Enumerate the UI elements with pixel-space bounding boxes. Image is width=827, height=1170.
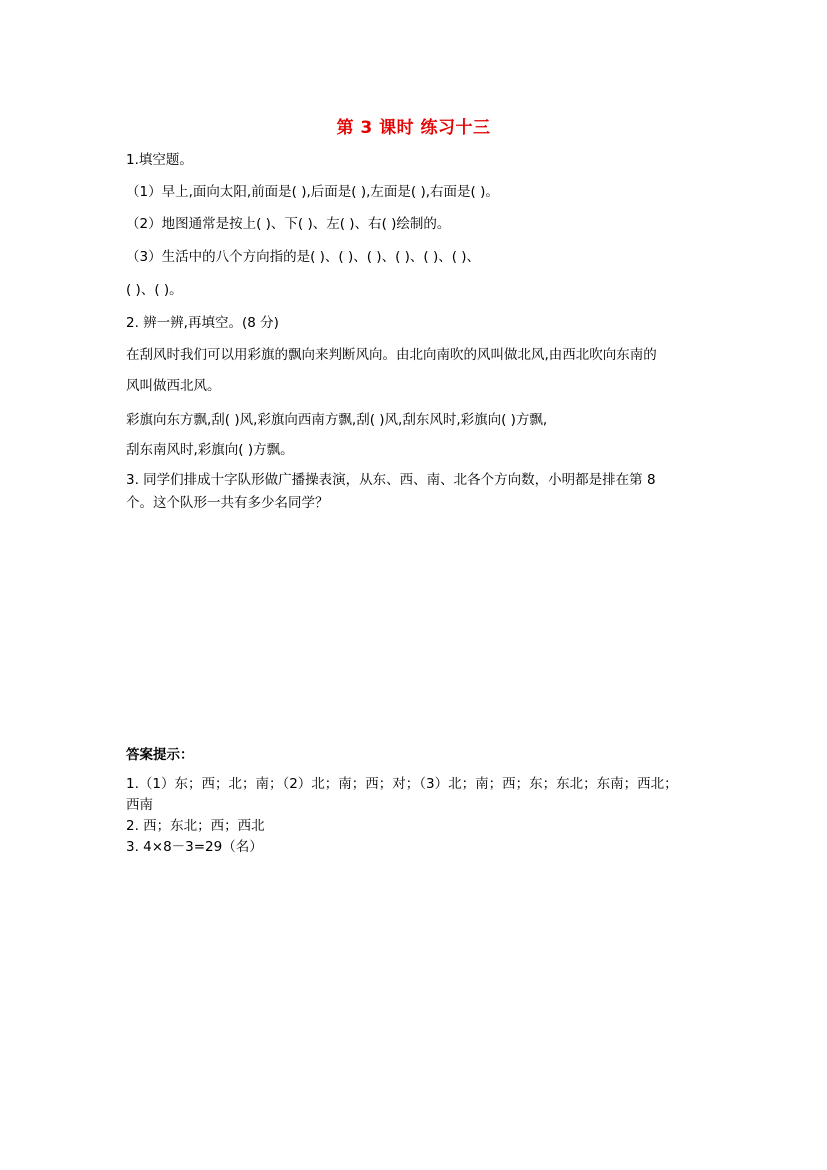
answers-heading: 答案提示： bbox=[126, 747, 194, 763]
answer-1-line2: 西南 bbox=[126, 797, 153, 813]
q2-heading: 2. 辨一辨,再填空。(8 分) bbox=[126, 315, 279, 331]
q1-part1: （1）早上,面向太阳,前面是( ),后面是( ),左面是( ),右面是( )。 bbox=[126, 184, 499, 200]
q3-line2: 个。这个队形一共有多少名同学？ bbox=[126, 495, 329, 511]
q2-fill-line1: 彩旗向东方飘,刮( )风,彩旗向西南方飘,刮( )风,刮东风时,彩旗向( )方飘, bbox=[126, 412, 548, 428]
answer-2: 2. 西；东北；西；西北 bbox=[126, 818, 265, 834]
q2-description-line2: 风叫做西北风。 bbox=[126, 378, 221, 394]
q2-fill-line2: 刮东南风时,彩旗向( )方飘。 bbox=[126, 442, 294, 458]
q1-part3-line2: ( )、( )。 bbox=[126, 282, 183, 298]
q2-description-line1: 在刮风时我们可以用彩旗的飘向来判断风向。由北向南吹的风叫做北风,由西北吹向东南的 bbox=[126, 347, 657, 363]
answer-1-line1: 1.（1）东；西；北；南；（2）北；南；西；对；（3）北；南；西；东；东北；东南；西北； bbox=[126, 776, 678, 792]
q1-heading: 1.填空题。 bbox=[126, 152, 193, 168]
q1-part3-line1: （3）生活中的八个方向指的是( )、( )、( )、( )、( )、( )、 bbox=[126, 249, 481, 265]
answer-3: 3. 4×8－3=29（名） bbox=[126, 839, 263, 855]
q3-line1: 3. 同学们排成十字队形做广播操表演，从东、西、南、北各个方向数，小明都是排在第 8 bbox=[126, 472, 656, 488]
q1-part2: （2）地图通常是按上( )、下( )、左( )、右( )绘制的。 bbox=[126, 216, 451, 232]
page-title: 第 3 课时 练习十三 bbox=[336, 118, 491, 138]
